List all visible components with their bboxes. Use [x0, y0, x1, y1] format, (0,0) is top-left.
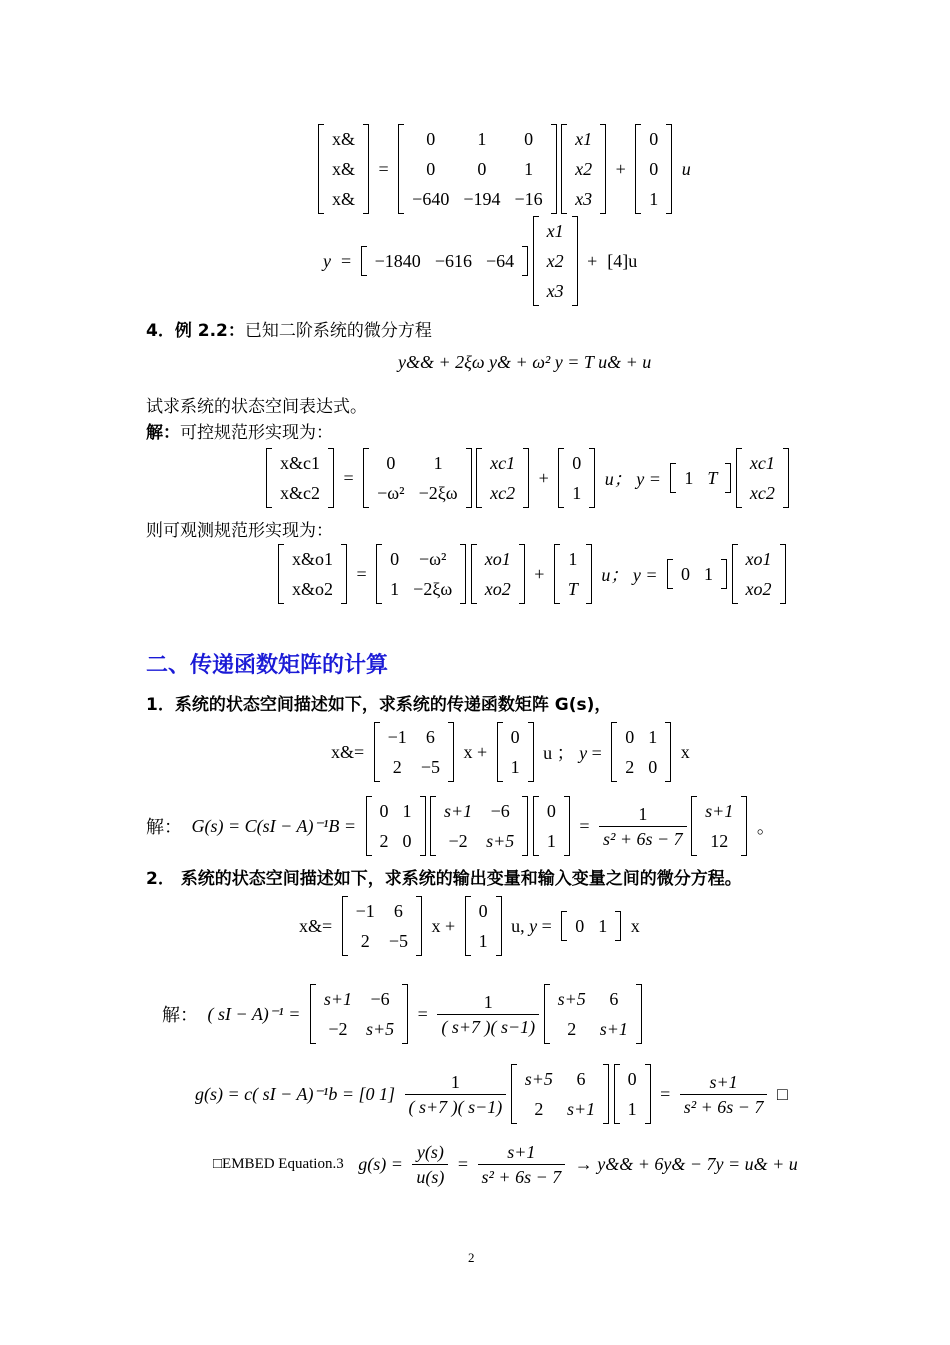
controllable-form-equation: x&c1 x&c2 = 0 1 −ω² −2ξω xc1 xc2 + 0 1 u； y = 1 T xc1 xc2 — [266, 448, 789, 508]
question-2: 2． 系统的状态空间描述如下，求系统的输出变量和输入变量之间的微分方程。 — [146, 869, 742, 889]
differential-equation: y&& + 2ξω y& + ω² y = T u& + u — [398, 352, 652, 372]
matrix-A: 0 1 0 0 0 1 −640 −194 −16 — [398, 124, 556, 214]
state-vector: x1 x2 x3 — [533, 216, 578, 306]
matrix-B: 0 0 1 — [635, 124, 672, 214]
question-1: 1．系统的状态空间描述如下，求系统的传递函数矩阵 G(s)， — [146, 695, 612, 715]
question-2-equation: x&= −1 6 2 −5 x + 0 1 u, y = 0 1 x — [294, 896, 645, 956]
state-equation-1: x& x& x& = 0 1 0 0 0 1 −640 −194 −16 x1 x2 x3 + 0 0 1 u — [318, 124, 696, 214]
solution-intro: 解：可控规范形实现为： — [146, 423, 333, 443]
question-1-equation: x&= −1 6 2 −5 x + 0 1 u ； y = 0 1 2 0 x — [326, 722, 695, 782]
question-1-solution: 解： G(s) = C(sI − A)⁻¹B = 0 1 2 0 s+1 −6 −2 s+5 0 1 = $\frac{1}{\text{s² + 6s − 7}}$ s+1 12 。 — [146, 796, 780, 856]
question-2-inverse: 解： ( sI − A)⁻¹ = s+1 −6 −2 s+5 = $\frac{1}{( s+7 )( s-1)}$ s+5 6 2 s+1 — [162, 984, 642, 1044]
state-vector: x1 x2 x3 — [561, 124, 606, 214]
output-equation-1: y = −1840 −616 −64 x1 x2 x3 + [4]u — [318, 216, 642, 306]
example-heading: 4．例 2.2：已知二阶系统的微分方程 — [146, 321, 432, 341]
observable-form-equation: x&o1 x&o2 = 0 −ω² 1 −2ξω xo1 xo2 + 1 T u； y = 0 1 xo1 xo2 — [278, 544, 786, 604]
matrix-C: −1840 −616 −64 — [361, 246, 528, 276]
state-derivative-vector: x& x& x& — [318, 124, 369, 214]
observable-intro: 则可观测规范形实现为： — [146, 521, 333, 541]
section-title: 二、传递函数矩阵的计算 — [146, 653, 389, 678]
question-2-transfer: g(s) = c( sI − A)⁻¹b = [0 1] $\frac{1}{( s+7 )( s-1)}$ s+5 6 2 s+1 0 1 = $\frac{s+1}{\text{s² + 6s − 7}}$ □ — [190, 1064, 793, 1124]
question-2-final: □EMBED Equation.3 g(s) = $\frac{y(s)}{u(s)}$ = $\frac{s+1}{\text{s² + 6s − 7}}$ → y&& + 6y& − 7y = u& + u — [213, 1142, 798, 1187]
page-number: 2 — [468, 1250, 475, 1265]
question-text: 试求系统的状态空间表达式。 — [146, 397, 367, 417]
